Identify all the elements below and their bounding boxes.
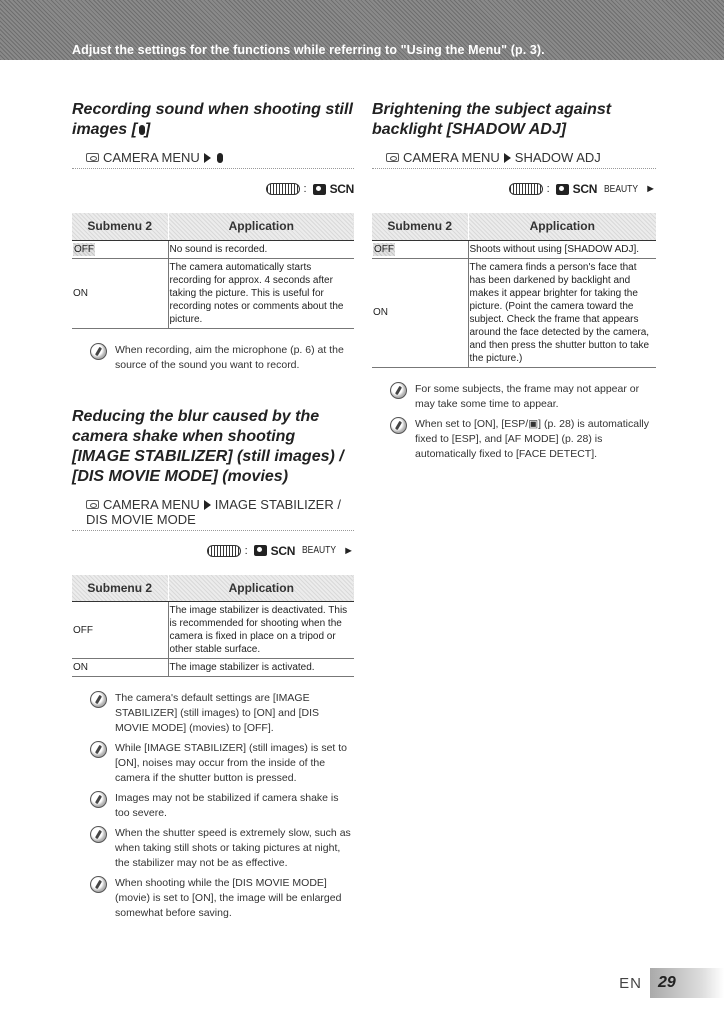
page-footer [619,968,724,998]
page-number: 29 [650,968,724,998]
submenu-table [72,213,354,329]
menu-path: CAMERA MENU IMAGE STABILIZER / DIS MOVIE MODE [72,495,354,531]
note-item: When recording, aim the microphone (p. 6) at the source of the sound you want to record. [90,343,354,373]
submenu-table [72,575,354,678]
column-header: Application [168,575,354,602]
section-title: Reducing the blur caused by the camera shake when shooting [IMAGE STABILIZER] (still images) / [DIS MOVIE MODE] (movies) [72,407,344,485]
note-icon [390,382,407,399]
table-row: ON The camera finds a person's face that has been darkened by backlight and makes it appear brighter for taking the picture. (Point the camera toward the subject. Check the frame that appears around the face detected by the camera, and then press the shutter button to take the picture.) [372,258,656,367]
note-item: When shooting while the [DIS MOVIE MODE] (movie) is set to [ON], the image will be enlarged somewhat before saving. [90,876,354,921]
scn-mode: SCN [329,182,354,196]
beauty-mode: BEAUTY [604,183,639,195]
microphone-icon [217,153,223,163]
note-item: For some subjects, the frame may not appear or may take some time to appear. [390,382,656,412]
mode-dial-icon [266,183,300,195]
note-icon [90,691,107,708]
column-header: Submenu 2 [372,213,468,240]
language-label: EN [619,974,642,992]
note-icon [90,343,107,360]
mode-dial-icon [509,183,543,195]
camera-icon [254,545,267,556]
column-header: Application [168,213,354,240]
movie-icon: ► [645,183,656,195]
left-column [72,100,354,926]
header-banner [0,0,724,60]
table-row: OFF The image stabilizer is deactivated. This is recommended for shooting when the camera is fixed in place on a tripod or other stable surface. [72,602,354,659]
beauty-mode: BEAUTY [302,545,337,556]
section-shadow-adj [372,100,656,462]
note-icon [90,791,107,808]
section-image-stabilizer [72,407,354,922]
shooting-modes: : SCN [72,181,354,197]
note-icon [90,876,107,893]
mode-dial-icon [207,545,241,557]
note-icon [90,826,107,843]
column-header: Submenu 2 [72,575,168,602]
note-item: When the shutter speed is extremely slow, such as when taking still shots or taking pictures at night, the stabilizer may not be as effective. [90,826,354,871]
notes-list [72,343,354,373]
shooting-modes: : SCN BEAUTY ► [372,181,656,197]
table-row: ON The image stabilizer is activated. [72,659,354,677]
note-icon [390,417,407,434]
right-column [372,100,656,467]
note-item: Images may not be stabilized if camera shake is too severe. [90,791,354,821]
section-recording-sound [72,100,354,373]
note-item: When set to [ON], [ESP/▣] (p. 28) is automatically fixed to [ESP], and [AF MODE] (p. 28) is automatically fixed to [FACE DETECT]. [390,417,656,462]
arrow-right-icon [504,153,511,163]
camera-icon [556,184,569,195]
camera-icon [313,184,326,195]
column-header: Submenu 2 [72,213,168,240]
table-row: OFF No sound is recorded. [72,240,354,258]
section-title: Recording sound when shooting still images [ ] [72,101,353,138]
banner-text: Adjust the settings for the functions while referring to "Using the Menu" (p. 3). [72,43,545,57]
arrow-right-icon [204,153,211,163]
note-item: The camera's default settings are [IMAGE STABILIZER] (still images) to [ON] and [DIS MOVIE MODE] (movies) to [OFF]. [90,691,354,736]
camera-menu-icon [386,153,399,162]
shooting-modes: : SCN BEAUTY ► [72,543,354,559]
movie-icon: ► [343,544,354,557]
scn-mode: SCN [270,543,296,558]
camera-menu-icon [86,500,99,509]
section-title: Brightening the subject against backlight [SHADOW ADJ] [372,101,612,138]
menu-path: CAMERA MENU SHADOW ADJ [372,148,656,169]
note-item: While [IMAGE STABILIZER] (still images) is set to [ON], noises may occur from the inside of the camera if the shutter button is pressed. [90,741,354,786]
table-row: ON The camera automatically starts recording for approx. 4 seconds after taking the picture. This is useful for recording notes or comments about the picture. [72,258,354,328]
note-icon [90,741,107,758]
scn-mode: SCN [572,182,598,196]
table-row: OFF Shoots without using [SHADOW ADJ]. [372,240,656,258]
notes-list [372,382,656,462]
menu-path: CAMERA MENU [72,148,354,169]
submenu-table [372,213,656,368]
notes-list [72,691,354,921]
arrow-right-icon [204,500,211,510]
column-header: Application [468,213,656,240]
camera-menu-icon [86,153,99,162]
